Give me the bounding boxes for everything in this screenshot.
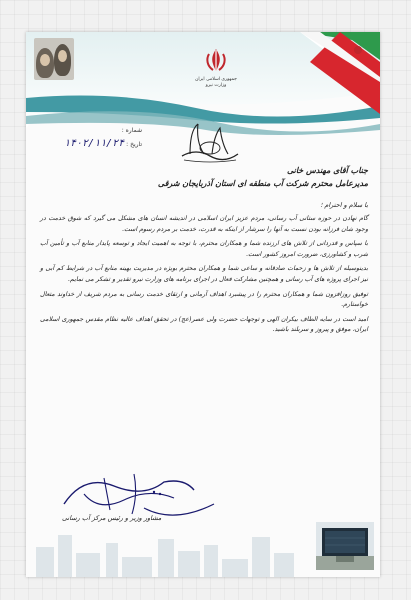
- portrait-photo: [34, 38, 74, 80]
- date-value: ۱۴۰۲/۱۱/۲۴: [64, 138, 125, 149]
- recipient-title: مدیرعامل محترم شرکت آب منطقه ای استان آذربایجان شرقی: [157, 178, 368, 188]
- letter-body: [40, 164, 368, 336]
- ministry-name: جمهوری اسلامی ایران وزارت نیرو: [195, 77, 237, 88]
- paragraph: توفیق روزافزون شما و همکاران محترم را در پیشبرد اهداف آرمانی و ارتقای خدمت رسانی به مردم شریف از خداوند متعال خواستارم.: [40, 290, 368, 309]
- building-photo: [316, 522, 374, 570]
- paragraph: گام نهادن در حوزه ستانی آب رسانی، مردم عزیز ایران اسلامی در اندیشه انسان های مشکل می گیرد که شوق خدمت در وجود شان فرزانه بودن نسبت به آنها را سرشار از اینکه به قدرت، خدمت بر مردم رسوم است.: [40, 215, 368, 233]
- letter-meta: [64, 124, 142, 152]
- iran-emblem-icon: [202, 46, 230, 74]
- salutation: با سلام و احترام ؛: [320, 201, 368, 209]
- number-label: شماره :: [121, 127, 143, 134]
- recipient-name: جناب آقای مهندس خانی: [286, 165, 368, 175]
- letter-paper: [26, 32, 380, 577]
- calligraphy-seal-icon: [176, 118, 244, 164]
- date-label: تاریخ :: [126, 141, 143, 148]
- paragraph: بدینوسیله از تلاش ها و زحمات صادقانه و ساعی شما و همکاران محترم بویژه در مدیریت بهینه منابع آب در شرایط کم آبی و نیز اجرای پروژه های آب رسانی و همچنین مشارکت فعال در اجرای برنامه های وزارت نیرو تقدیر و تشکر می نمایم.: [40, 265, 368, 283]
- paragraph: با سپاس و قدردانی از تلاش های ارزنده شما و همکاران محترم، با توجه به اهمیت ایجاد و توسعه پایدار منابع آب و تأمین آب شرب و کشاورزی، ضرورت امروز کشور است.: [40, 240, 368, 258]
- iran-flag-ribbon: [290, 32, 380, 117]
- signer-title: مشاور وزیر و رئیس مرکز آب رسانی: [62, 514, 162, 522]
- paragraph: امید است در سایه الطاف بیکران الهی و توجهات حضرت ولی عصر(عج) در تحقق اهداف عالیه نظام مقدس جمهوری اسلامی ایران، موفق و پیروز و سربلند باشید.: [40, 315, 368, 334]
